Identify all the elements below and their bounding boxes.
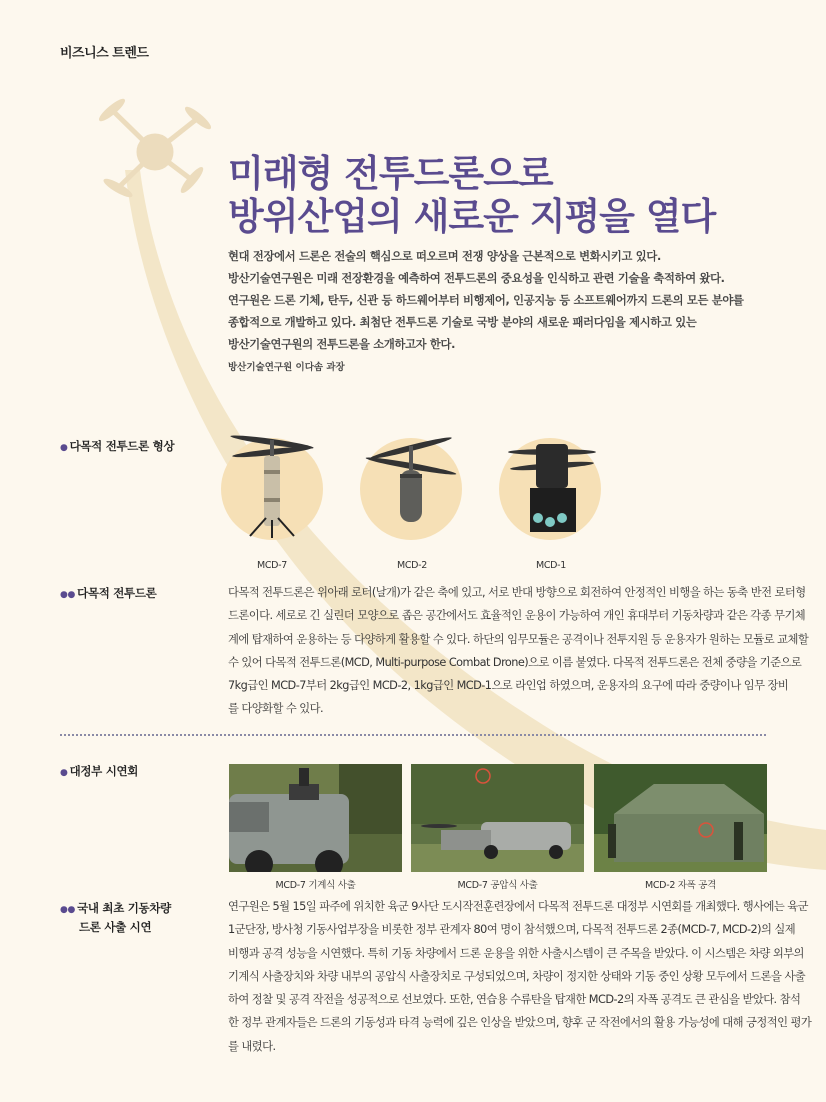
photo-caption: MCD-7 기계식 사출 [275,880,356,891]
body-line: 를 내렸다. [228,1039,276,1053]
photo-caption: MCD-2 자폭 공격 [644,880,717,891]
section-heading-text: 다목적 전투드론 형상 [69,439,175,453]
drone-caption: MCD-1 [535,560,567,571]
body-line: 다목적 전투드론은 위아래 로터(날개)가 같은 축에 있고, 서로 반대 방향으로 회전하여 안정적인 비행을 하는 동축 반전 로터형 [228,586,806,599]
body-line: 드론이다. 세로로 긴 실린더 모양으로 좁은 공간에서도 효율적인 운용이 가능하여 개인 휴대부터 기동차량과 같은 각종 무기체 [228,609,806,623]
bullet-icon: ●● [60,905,76,915]
lead-line: 방산기술연구원의 전투드론을 소개하고자 한다. [228,338,456,351]
section4-body [228,895,812,1058]
section-heading-text: 다목적 전투드론 [77,586,157,600]
body-line: 비행과 공격 성능을 시연했다. 특히 기동 차량에서 드론 운용을 위한 사출시스템이 큰 주목을 받았다. 이 시스템은 차량 외부의 [228,946,804,960]
lead-line: 종합적으로 개발하고 있다. 최첨단 전투드론 기술로 국방 분야의 새로운 패러다임을 제시하고 있는 [228,316,697,329]
drone-caption: MCD-2 [396,560,428,571]
photo-caption: MCD-7 공압식 사출 [457,880,538,891]
drone-caption: MCD-7 [256,560,288,571]
section-heading-multipurpose-drone [60,585,156,604]
section-heading-drone-shapes [60,438,174,457]
section-divider [60,734,766,736]
page-title [228,152,715,238]
author-byline: 방산기술연구원 이다솜 과장 [228,362,345,373]
bullet-icon: ● [60,443,68,453]
section-heading-text: 국내 최초 기동차량 [77,901,171,915]
photo-mcd7-mechanical-launch [229,764,402,872]
photo-mcd2-suicide-attack [594,764,767,872]
body-line: 연구원은 5월 15일 파주에 위치한 육군 9사단 도시작전훈련장에서 다목적 전투드론 대정부 시연회를 개최했다. 행사에는 육군 [228,900,808,913]
body-line: 기계식 사출장치와 차량 내부의 공압식 사출장치로 구성되었으며, 차량이 정지한 상태와 기동 중인 상황 모두에서 드론을 사출 [228,969,806,983]
section-heading-text: 대정부 시연회 [69,764,139,778]
title-line: 미래형 전투드론으로 [228,152,553,195]
mcd2-drone-image [356,434,466,534]
section-heading-first-vehicle-launch [60,900,171,936]
section-label: 비즈니스 트렌드 [60,46,149,61]
mcd1-drone-image [502,440,602,540]
lead-paragraph [228,246,768,356]
body-line: 수 있어 다목적 전투드론(MCD, Multi-purpose Combat Drone)으로 이름 붙였다. 다목적 전투드론은 전체 중량을 기준으로 [228,655,802,669]
body-line: 계에 탑재하여 운용하는 등 다양하게 활용할 수 있다. 하단의 임무모듈은 공격이나 전투지원 등 운용자가 원하는 모듈로 교체할 [228,632,809,646]
lead-line: 연구원은 드론 기체, 탄두, 신관 등 하드웨어부터 비행제어, 인공지능 등 소프트웨어까지 드론의 모든 분야를 [228,294,744,307]
bullet-icon: ● [60,768,68,778]
bullet-icon: ●● [60,590,76,600]
body-line: 를 다양화할 수 있다. [228,702,324,716]
section2-body [228,581,809,721]
section-heading-demo [60,763,138,782]
decorative-drone-icon [97,97,213,200]
photo-mcd7-pneumatic-launch [411,764,584,872]
body-line: 하여 정찰 및 공격 작전을 성공적으로 선보였다. 또한, 연습용 수류탄을 탑재한 MCD-2의 자폭 공격도 큰 관심을 받았다. 참석 [228,993,801,1007]
title-line: 방위산업의 새로운 지평을 열다 [228,195,716,238]
section-heading-text: 드론 사출 시연 [79,920,152,934]
lead-line: 현대 전장에서 드론은 전술의 핵심으로 떠오르며 전쟁 양상을 근본적으로 변화시키고 있다. [228,250,661,263]
body-line: 1군단장, 방사청 기동사업부장을 비롯한 정부 관계자 80여 명이 참석했으며, 다목적 전투드론 2종(MCD-7, MCD-2)의 실제 [228,923,796,937]
mcd7-drone-image [222,430,322,540]
body-line: 한 정부 관계자들은 드론의 기동성과 타격 능력에 깊은 인상을 받았으며, 향후 군 작전에서의 활용 가능성에 대해 긍정적인 평가 [228,1016,812,1030]
lead-line: 방산기술연구원은 미래 전장환경을 예측하여 전투드론의 중요성을 인식하고 관련 기술을 축적하여 왔다. [228,272,725,285]
body-line: 7kg급인 MCD-7부터 2kg급인 MCD-2, 1kg급인 MCD-1으로 라인업 하였으며, 운용자의 요구에 따라 중량이나 임무 장비 [228,679,789,693]
